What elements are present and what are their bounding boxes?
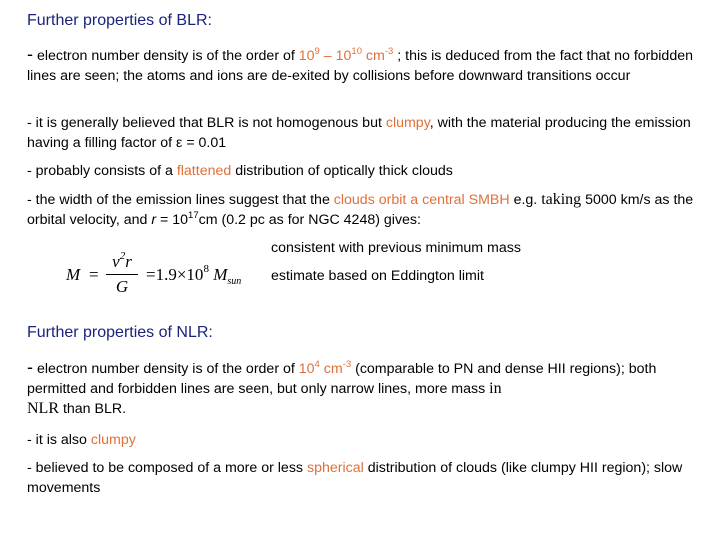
text: - the width of the emission lines suggest that the xyxy=(27,192,334,208)
blr-bullet-flattened xyxy=(27,161,695,181)
text: , with the material producing the emission having a filling factor of ε = 0.01 xyxy=(27,115,691,151)
fraction-denominator: G xyxy=(115,277,129,296)
formula-m: M xyxy=(66,265,81,284)
blr-bullet-clumpy xyxy=(27,113,695,153)
text: - believed to be composed of a more or less xyxy=(27,460,307,476)
blr-bullet-density xyxy=(27,44,695,86)
text: = 10 xyxy=(156,212,189,228)
formula-equals: = xyxy=(89,265,99,284)
fraction-numerator: $v^2r$ xyxy=(112,250,132,271)
text: 5000 km/s as the orbital velocity, and xyxy=(27,192,694,228)
text: - it is also xyxy=(27,432,91,448)
bullet-dash: - xyxy=(27,44,33,64)
word-nlr: NLR xyxy=(27,400,59,417)
density-unit: $cm^{-3}$ xyxy=(319,359,352,377)
blr-heading: Further properties of BLR: xyxy=(27,12,212,29)
formula-result: $=1.9\times 10^8$ $M_{sun}$ xyxy=(146,263,242,287)
formula-fraction xyxy=(105,250,139,299)
highlight-smbh: clouds orbit a central SMBH xyxy=(333,192,510,208)
blr-bullet-smbh xyxy=(27,190,695,230)
formula-note-1: consistent with previous minimum mass xyxy=(271,240,521,256)
density-high: $10^{10}$ xyxy=(335,46,362,64)
formula-note-2: estimate based on Eddington limit xyxy=(271,268,484,284)
text: - probably consists of a xyxy=(27,163,177,179)
word-taking: taking xyxy=(541,191,582,208)
word-in: in xyxy=(489,380,502,397)
var-r: r xyxy=(151,212,157,228)
highlight-clumpy: clumpy xyxy=(90,432,136,448)
text: e.g. xyxy=(509,192,542,208)
text: electron number density is of the order of xyxy=(33,48,299,64)
density-low: $10^9$ xyxy=(298,46,320,64)
nlr-bullet-spherical xyxy=(27,458,695,498)
text: - it is generally believed that BLR is not homogenous but xyxy=(27,115,386,131)
nlr-bullet-clumpy xyxy=(27,430,695,450)
dash: – xyxy=(319,48,336,64)
text: distribution of clouds (like clumpy HII region); slow movements xyxy=(27,460,683,496)
highlight-flattened: flattened xyxy=(176,163,232,179)
text: ; this is deduced from the fact that no forbidden lines are seen; the atoms and ions are de-exited by collisions before downward transitions occur xyxy=(27,48,693,84)
text: electron number density is of the order of xyxy=(33,361,299,377)
text: (comparable to PN and dense HII regions); both permitted and forbidden lines are seen, but only narrow lines, more mass xyxy=(27,361,657,397)
text: cm (0.2 pc as for NGC 4248) gives: xyxy=(198,212,421,228)
mass-formula xyxy=(66,250,256,302)
exponent: 17 xyxy=(188,210,199,221)
nlr-heading: Further properties of NLR: xyxy=(27,324,213,341)
highlight-clumpy: clumpy xyxy=(385,115,430,131)
density-unit: $cm^{-3}$ xyxy=(361,46,394,64)
bullet-dash: - xyxy=(27,357,33,377)
highlight-spherical: spherical xyxy=(306,460,364,476)
text: than BLR. xyxy=(59,401,127,417)
density-value: $10^4$ xyxy=(298,359,320,377)
text: distribution of optically thick clouds xyxy=(231,163,453,179)
nlr-bullet-density xyxy=(27,357,695,419)
